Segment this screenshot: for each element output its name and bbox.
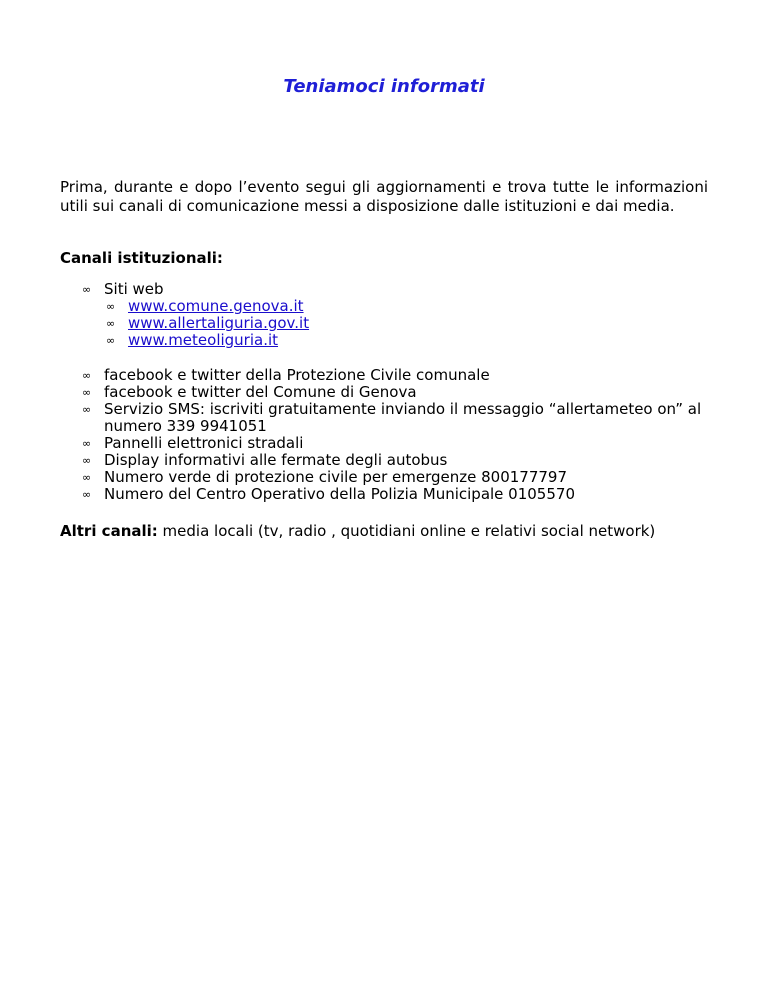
other-channels-text: media locali (tv, radio , quotidiani online e relativi social network) [157, 522, 656, 540]
infinity-bullet-icon: ∞ [82, 369, 92, 382]
list-item [60, 384, 708, 401]
infinity-bullet-icon: ∞ [82, 471, 92, 484]
channel-text: Pannelli elettronici stradali [104, 434, 304, 452]
infinity-bullet-icon: ∞ [106, 334, 116, 347]
infinity-bullet-icon: ∞ [106, 317, 116, 330]
infinity-bullet-icon: ∞ [82, 454, 92, 467]
channel-text: Numero del Centro Operativo della Polizia Municipale 0105570 [104, 485, 575, 503]
link-comune-genova[interactable]: www.comune.genova.it [128, 297, 304, 315]
list-item-link [104, 298, 708, 315]
infinity-bullet-icon: ∞ [82, 283, 92, 296]
websites-label: Siti web [104, 280, 164, 298]
infinity-bullet-icon: ∞ [82, 386, 92, 399]
list-item [60, 401, 708, 435]
intro-paragraph: Prima, durante e dopo l’evento segui gli aggiornamenti e trova tutte le informazioni utili sui canali di comunicazione messi a disposizione dalle istituzioni e dai media. [60, 178, 708, 215]
institutional-channels-heading: Canali istituzionali: [60, 249, 223, 267]
list-item-link [104, 332, 708, 349]
list-item [60, 435, 708, 452]
list-item [60, 469, 708, 486]
websites-sublist [104, 298, 708, 349]
page-title: Teniamoci informati [283, 76, 485, 97]
other-channels-paragraph [60, 522, 655, 541]
list-item [60, 367, 708, 384]
link-meteoliguria[interactable]: www.meteoliguria.it [128, 331, 279, 349]
infinity-bullet-icon: ∞ [82, 488, 92, 501]
infinity-bullet-icon: ∞ [82, 403, 92, 416]
list-item-link [104, 315, 708, 332]
link-allertaliguria[interactable]: www.allertaliguria.gov.it [128, 314, 310, 332]
list-item-websites [60, 281, 708, 349]
channel-text: Servizio SMS: iscriviti gratuitamente inviando il messaggio “allertameteo on” al numero 339 9941051 [104, 400, 702, 435]
channel-text: Display informativi alle fermate degli autobus [104, 451, 448, 469]
institutional-channels-list [60, 281, 708, 503]
channel-text: Numero verde di protezione civile per emergenze 800177797 [104, 468, 568, 486]
other-channels-label: Altri canali: [60, 522, 158, 540]
channel-text: facebook e twitter del Comune di Genova [104, 383, 417, 401]
list-item [60, 486, 708, 503]
infinity-bullet-icon: ∞ [82, 437, 92, 450]
infinity-bullet-icon: ∞ [106, 300, 116, 313]
list-item [60, 452, 708, 469]
channel-text: facebook e twitter della Protezione Civile comunale [104, 366, 490, 384]
